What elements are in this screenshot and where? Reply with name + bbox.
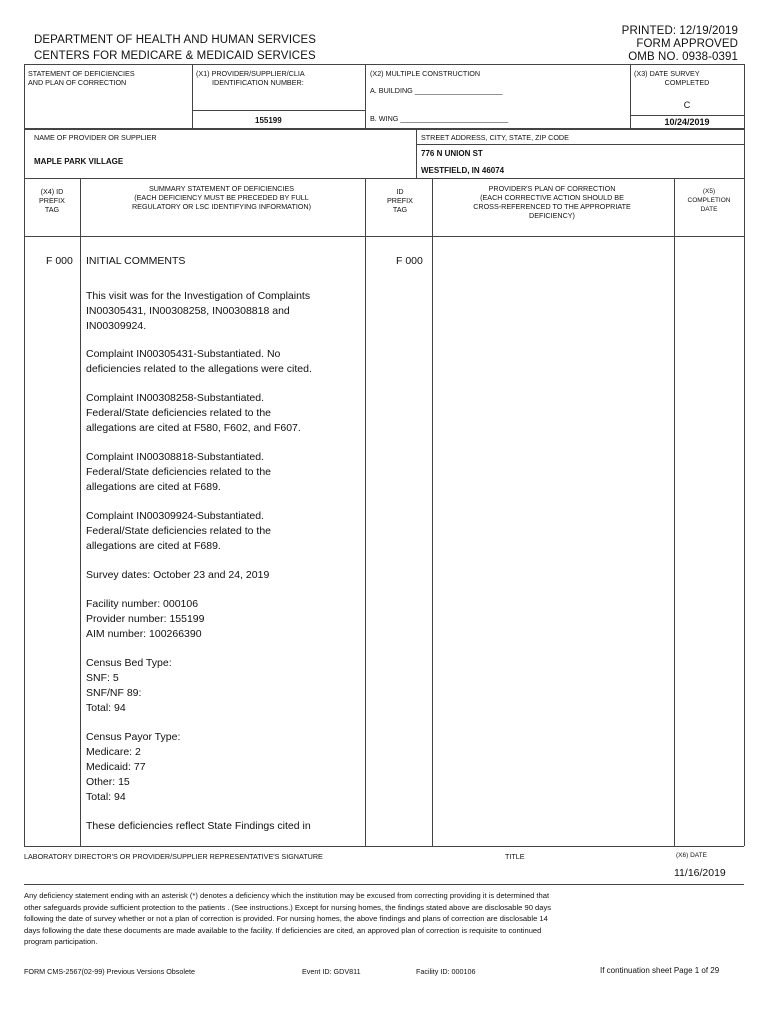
entry-heading: INITIAL COMMENTS [86,255,186,267]
provider-name-label: NAME OF PROVIDER OR SUPPLIER [34,133,157,142]
paragraph-survey-dates: Survey dates: October 23 and 24, 2019 [86,569,270,581]
continuation-page: If continuation sheet Page 1 of 29 [600,966,720,975]
paragraph-complaint-1: Complaint IN00305431-Substantiated. No deficiencies related to the allegations were cited. [86,348,312,375]
omb-number: OMB NO. 0938-0391 [628,51,738,63]
signature-label: LABORATORY DIRECTOR'S OR PROVIDER/SUPPLIER REPRESENTATIVE'S SIGNATURE [24,852,323,861]
x1-label: (X1) PROVIDER/SUPPLIER/CLIA [196,69,305,78]
paragraph-facility-numbers: Facility number: 000106 Provider number: 155199 AIM number: 100266390 [86,598,205,640]
provider-name: MAPLE PARK VILLAGE [34,157,124,166]
paragraph-complaint-2: Complaint IN00308258-Substantiated. Federal/State deficiencies related to the allegations are cited at F580, F602, and F607. [86,392,301,434]
provider-id-number: 155199 [255,116,282,125]
title-label: TITLE [505,852,525,861]
city-state-zip: WESTFIELD, IN 46074 [421,166,505,175]
left-prefix-tag: F 000 [46,255,73,267]
department-title: DEPARTMENT OF HEALTH AND HUMAN SERVICES [34,34,317,46]
address-label: STREET ADDRESS, CITY, STATE, ZIP CODE [421,133,569,142]
signature-date: 11/16/2019 [674,867,726,879]
paragraph-complaint-3: Complaint IN00308818-Substantiated. Federal/State deficiencies related to the allegations are cited at F689. [86,451,272,493]
paragraph-complaint-4: Complaint IN00309924-Substantiated. Federal/State deficiencies related to the allegations are cited at F689. [86,510,272,552]
street-address: 776 N UNION ST [421,149,483,158]
disclaimer-text: Any deficiency statement ending with an asterisk (*) denotes a deficiency which the institution may be excused from correcting providing it is determined that other safeguards provide sufficient protection to the patients . (See instructions.) Except for nursing homes, the findings stated above are disclosable 90 days following the date of survey whether or not a plan of correction is provided. For nursing homes, the above findings and plans of correction are disclosable 14 days following the date these documents are made available to the facility. If deficiencies are cited, an approved plan of correction is requisite to continued program participation. [24,891,552,946]
wing-field: B. WING ___________________________ [370,114,509,123]
plan-header: PROVIDER'S PLAN OF CORRECTION (EACH CORRECTIVE ACTION SHOULD BE CROSS-REFERENCED TO THE APPROPRIATE DEFICIENCY) [473,184,631,220]
paragraph-census-bed: Census Bed Type: SNF: 5 SNF/NF 89: Total: 94 [86,657,172,714]
x3-label: (X3) DATE SURVEY [634,69,700,78]
form-number: FORM CMS-2567(02-99) Previous Versions Obsolete [24,967,195,976]
right-prefix-tag: F 000 [396,255,423,267]
survey-c-code: C [683,100,691,110]
x5-header: (X5) COMPLETION DATE [687,188,731,213]
facility-id: Facility ID: 000106 [416,967,476,976]
x6-date-label: (X6) DATE [676,852,707,859]
x3-sublabel: COMPLETED [664,78,710,87]
x2-label: (X2) MULTIPLE CONSTRUCTION [370,69,481,78]
form-approved: FORM APPROVED [636,38,738,50]
summary-header: SUMMARY STATEMENT OF DEFICIENCIES (EACH DEFICIENCY MUST BE PRECEDED BY FULL REGULATORY OR LSC IDENTIFYING INFORMATION) [131,184,312,211]
statement-label: STATEMENT OF DEFICIENCIES [28,69,135,78]
x4-id-header: (X4) ID PREFIX TAG [39,187,65,214]
agency-title: CENTERS FOR MEDICARE & MEDICAID SERVICES [34,50,316,62]
id-prefix-header: ID PREFIX TAG [387,187,413,214]
building-field: A. BUILDING ______________________ [370,86,503,95]
paragraph-state-findings: These deficiencies reflect State Findings cited in [86,820,311,832]
x1-sublabel: IDENTIFICATION NUMBER: [212,78,304,87]
paragraph-census-payor: Census Payor Type: Medicare: 2 Medicaid: 77 Other: 15 Total: 94 [86,731,181,803]
printed-date: PRINTED: 12/19/2019 [621,25,738,37]
survey-completed-date: 10/24/2019 [664,117,710,127]
plan-label: AND PLAN OF CORRECTION [28,78,127,87]
paragraph-investigation: This visit was for the Investigation of Complaints IN00305431, IN00308258, IN00308818 and IN00309924. [86,290,311,332]
event-id: Event ID: GDV811 [302,967,361,976]
